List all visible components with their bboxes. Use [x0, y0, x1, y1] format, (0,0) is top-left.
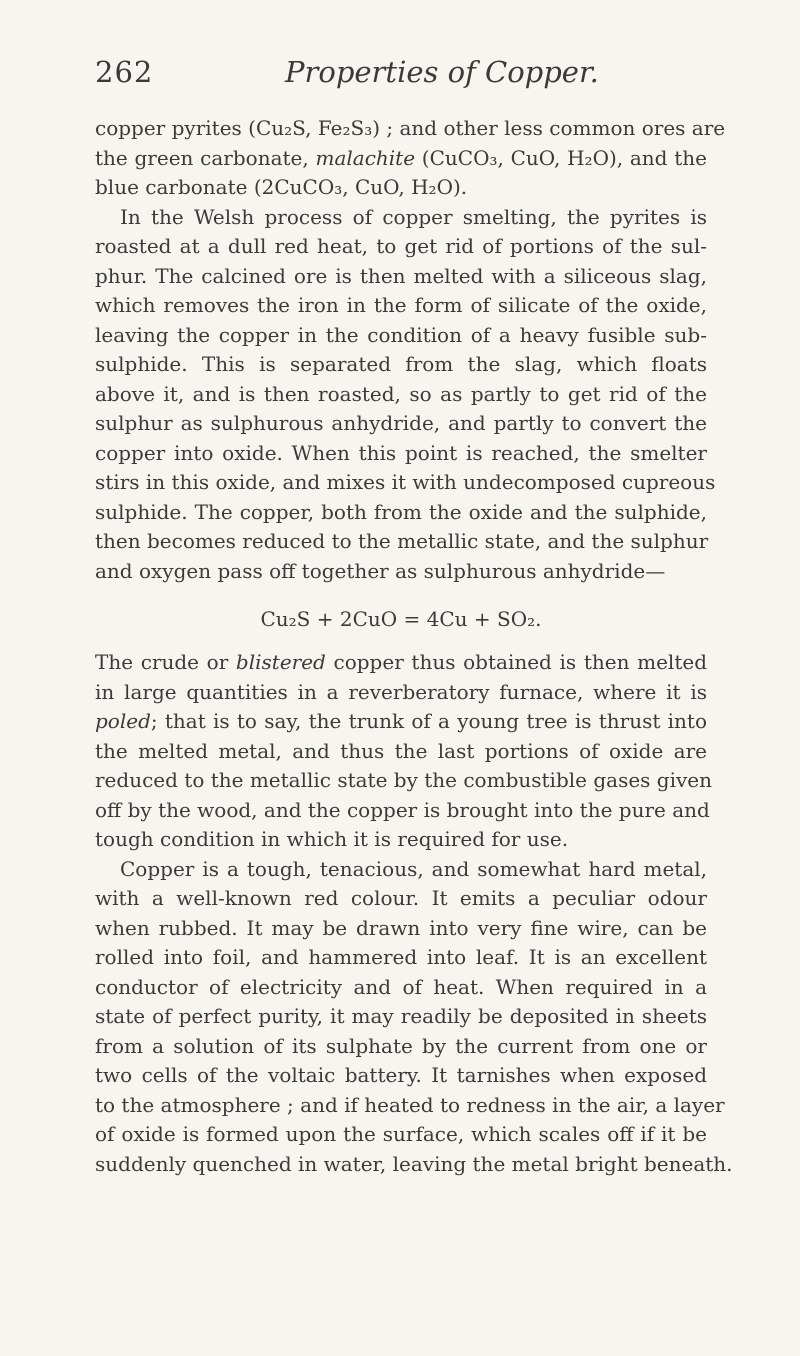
text-fragment: copper thus obtained is then melted	[325, 650, 708, 674]
paragraph	[95, 855, 733, 1180]
text-fragment: ; that is to say, the trunk of a young tree is thrust into	[150, 709, 707, 733]
text-line: reduced to the metallic state by the combustible gases given	[95, 768, 713, 792]
text-line: off by the wood, and the copper is brought into the pure and	[95, 797, 710, 822]
running-title: Properties of Copper.	[285, 55, 599, 89]
text-fragment: the green carbonate,	[95, 145, 316, 170]
text-line: which removes the iron in the form of silicate of the oxide,	[95, 293, 707, 317]
text-line: sulphide. The copper, both from the oxide and the sulphide,	[95, 499, 707, 524]
page-body	[95, 114, 733, 1179]
paragraph	[95, 203, 716, 587]
text-line: of oxide is formed upon the surface, which scales off if it be	[95, 1122, 707, 1146]
text-line: tough condition in which it is required for use.	[95, 827, 569, 851]
text-line: sulphide. This is separated from the slag, which floats	[95, 352, 707, 376]
text-line: phur. The calcined ore is then melted with a siliceous slag,	[95, 263, 707, 288]
text-line: then becomes reduced to the metallic state, and the sulphur	[95, 529, 709, 553]
text-line: the melted metal, and thus the last portions of oxide are	[95, 738, 707, 763]
paragraph	[95, 648, 713, 855]
italic-term: poled	[95, 709, 151, 733]
text-line: state of perfect purity, it may readily be deposited in sheets	[95, 1004, 707, 1028]
paragraph	[95, 114, 726, 203]
text-line: conductor of electricity and of heat. When required in a	[95, 974, 707, 999]
text-fragment: The crude or	[95, 650, 236, 674]
text-line: two cells of the voltaic battery. It tarnishes when exposed	[95, 1063, 707, 1087]
text-line: copper into oxide. When this point is reached, the smelter	[95, 440, 707, 465]
text-line	[95, 707, 707, 737]
text-line: leaving the copper in the condition of a heavy fusible sub-	[95, 322, 707, 347]
text-line: Copper is a tough, tenacious, and somewhat hard metal,	[120, 856, 707, 881]
text-line: and oxygen pass off together as sulphurous anhydride—	[95, 558, 666, 583]
page-header	[95, 55, 705, 89]
text-line: from a solution of its sulphate by the current from one or	[95, 1033, 707, 1058]
text-line: to the atmosphere ; and if heated to redness in the air, a layer	[95, 1092, 725, 1117]
text-line	[95, 144, 707, 174]
text-line: rolled into foil, and hammered into leaf. It is an excellent	[95, 945, 707, 969]
text-line: with a well-known red colour. It emits a peculiar odour	[95, 886, 707, 910]
text-line: In the Welsh process of copper smelting, the pyrites is	[120, 204, 707, 229]
page-number: 262	[95, 55, 154, 89]
text-fragment: (CuCO₃, CuO, H₂O), and the	[415, 145, 707, 170]
chemical-equation: Cu₂S + 2CuO = 4Cu + SO₂.	[260, 607, 542, 631]
paragraph	[95, 586, 707, 648]
text-line: suddenly quenched in water, leaving the metal bright beneath.	[95, 1151, 733, 1176]
text-line: roasted at a dull red heat, to get rid of portions of the sul-	[95, 234, 707, 258]
text-line: in large quantities in a reverberatory furnace, where it is	[95, 679, 707, 704]
italic-term: blistered	[235, 650, 326, 674]
text-line: above it, and is then roasted, so as partly to get rid of the	[95, 381, 707, 406]
text-line: blue carbonate (2CuCO₃, CuO, H₂O).	[95, 175, 468, 199]
italic-term: malachite	[315, 145, 416, 170]
text-line: when rubbed. It may be drawn into very fine wire, can be	[95, 915, 707, 940]
text-line	[95, 648, 707, 678]
text-line: copper pyrites (Cu₂S, Fe₂S₃) ; and other less common ores are	[95, 116, 726, 140]
text-line: stirs in this oxide, and mixes it with undecomposed cupreous	[95, 470, 716, 494]
text-line: sulphur as sulphurous anhydride, and partly to convert the	[95, 411, 707, 435]
